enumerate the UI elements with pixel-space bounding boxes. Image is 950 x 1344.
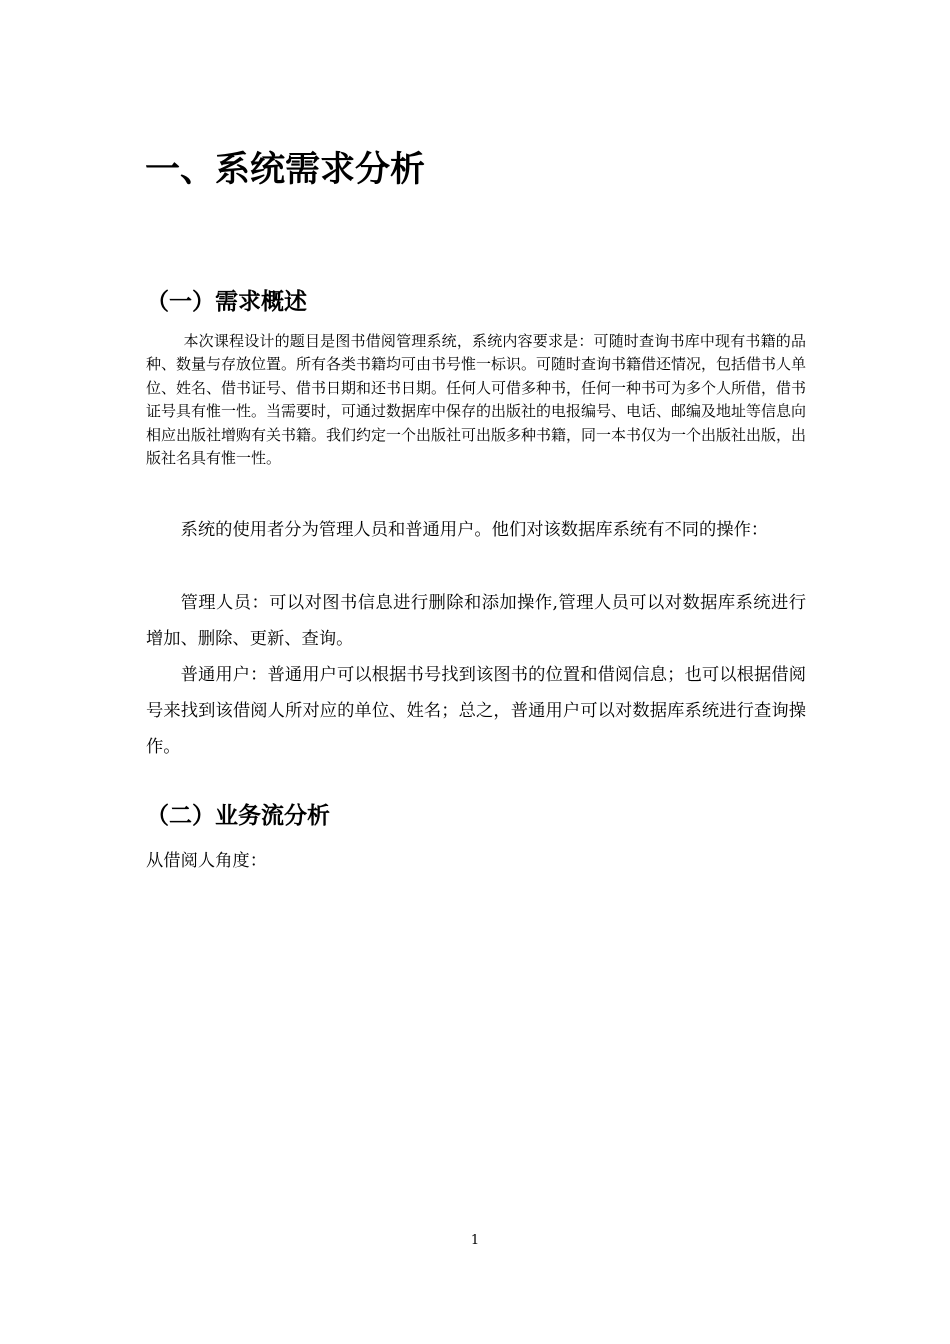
page-number: 1 xyxy=(470,1233,480,1248)
section-heading-requirements-overview: （一）需求概述 xyxy=(146,288,307,315)
section-heading-business-flow: （二）业务流分析 xyxy=(146,802,330,829)
requirements-intro-paragraph: 本次课程设计的题目是图书借阅管理系统，系统内容要求是：可随时查询书库中现有书籍的品种、数量与存放位置。所有各类书籍均可由书号惟一标识。可随时查询书籍借还情况，包括借书人单位、姓名、借书证号、借书日期和还书日期。任何人可借多种书，任何一种书可为多个人所借，借书证号具有惟一性。当需要时，可通过数据库中保存的出版社的电报编号、电话、邮编及地址等信息向相应出版社增购有关书籍。我们约定一个出版社可出版多种书籍，同一本书仅为一个出版社出版，出版社名具有惟一性。 xyxy=(146,332,807,468)
borrower-perspective-line: 从借阅人角度： xyxy=(146,851,267,871)
document-title: 一、系统需求分析 xyxy=(145,149,426,190)
users-paragraph: 系统的使用者分为管理人员和普通用户。他们对该数据库系统有不同的操作： xyxy=(180,520,769,540)
admin-paragraph: 管理人员：可以对图书信息进行删除和添加操作,管理人员可以对数据库系统进行增加、删除、更新、查询。 xyxy=(146,593,806,649)
regular-user-paragraph: 普通用户：普通用户可以根据书号找到该图书的位置和借阅信息；也可以根据借阅号来找到该借阅人所对应的单位、姓名；总之，普通用户可以对数据库系统进行查询操作。 xyxy=(146,665,806,757)
